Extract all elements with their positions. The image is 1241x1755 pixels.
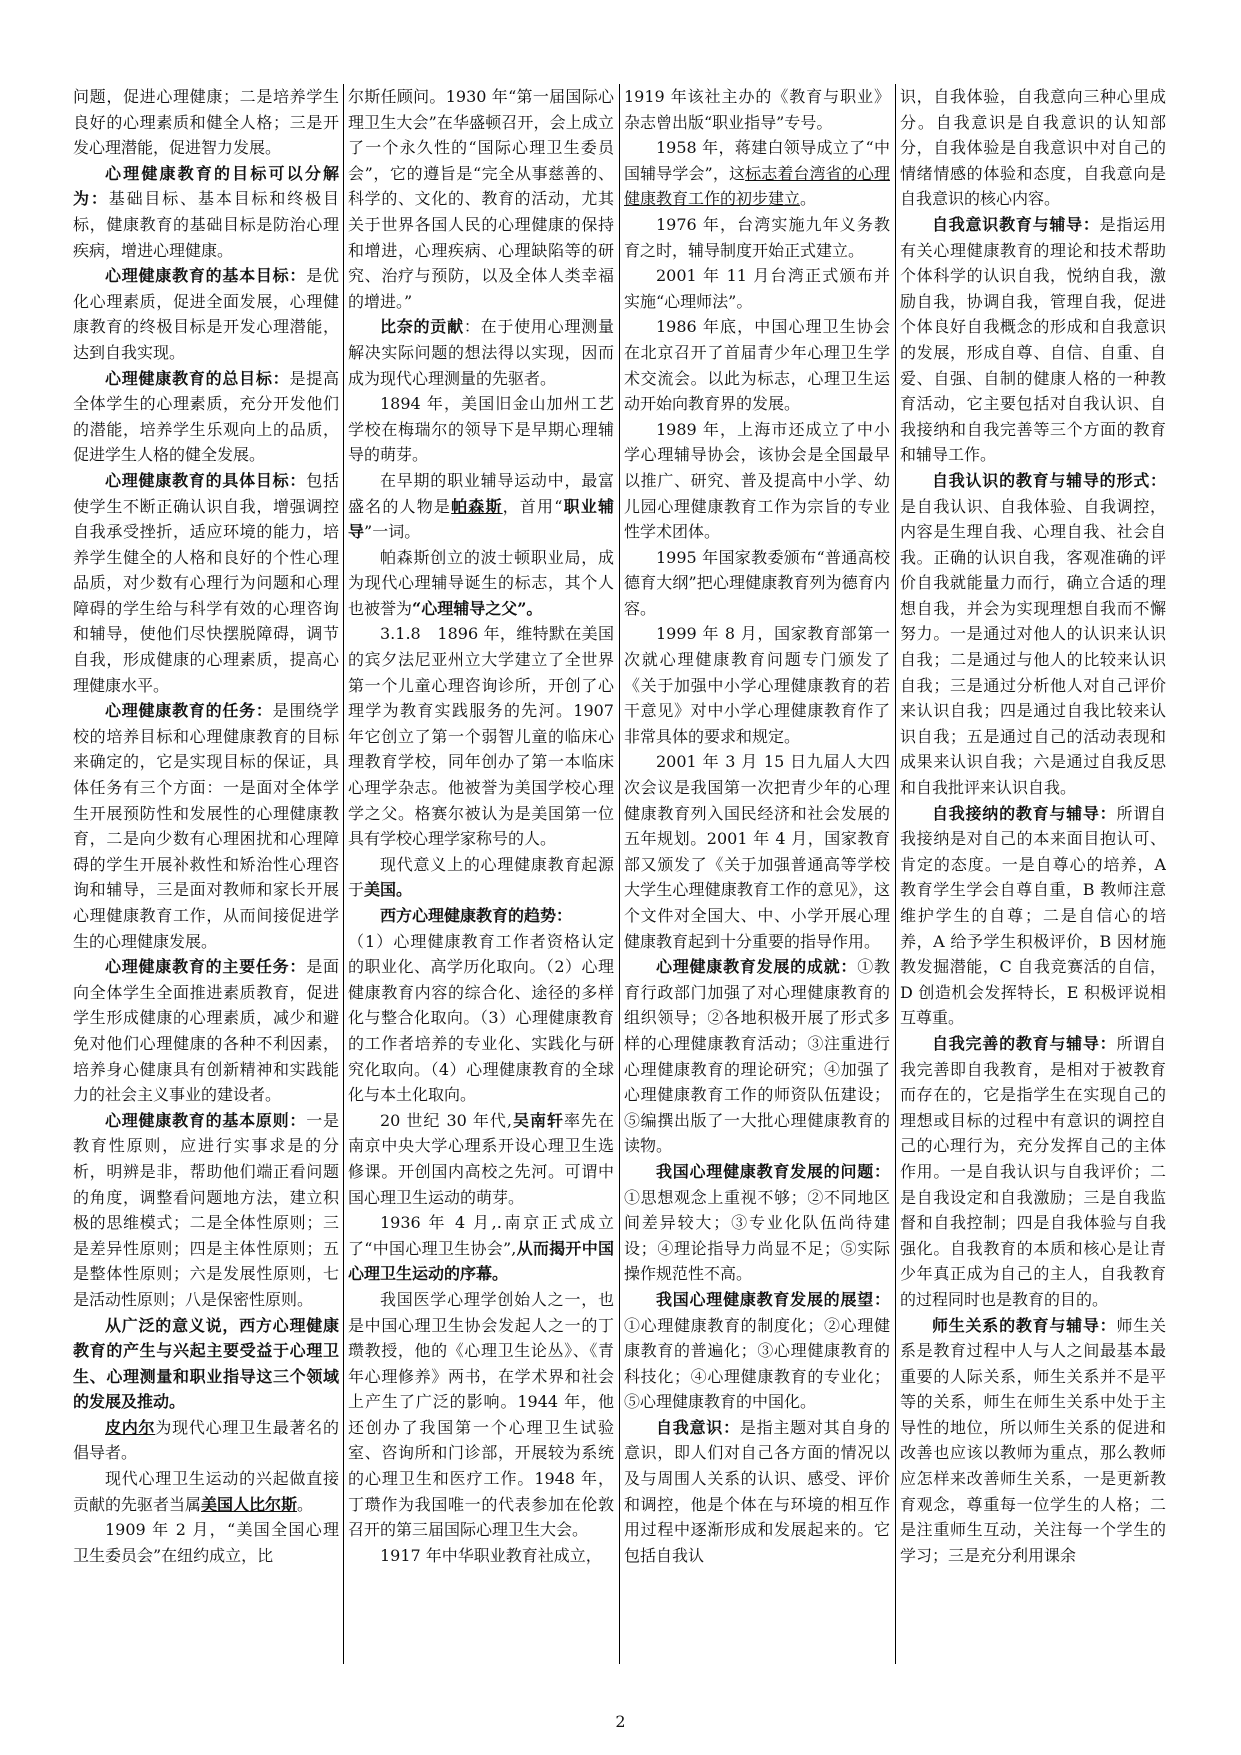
person-name: 皮内尔 [105,1417,156,1437]
paragraph: 心理健康教育的目标可以分解为：基础目标、基本目标和终极目标，健康教育的基础目标是防治心理疾病，增进心理健康。 [73,163,339,260]
paragraph: 现代心理卫生运动的兴起做直接贡献的先驱者当属美国人比尔斯。 [73,1469,339,1514]
term: 西方心理健康教育的趋势： [380,906,573,925]
paragraph: 2001 年 11 月台湾正式颁布并实施“心理师法”。 [624,266,890,311]
paragraph: 1909 年 2 月，“美国全国心理卫生委员会”在纽约成立，比 [73,1520,339,1565]
paragraph: 皮内尔为现代心理卫生最著名的倡导者。 [73,1417,339,1463]
paragraph: 我国心理健康教育发展的问题：①思想观念上重视不够；②不同地区间差异较大；③专业化队伍尚待建设；④理论指导力尚显不足；⑤实际操作规范性不高。 [624,1161,890,1284]
person-name: 帕森斯 [451,496,503,516]
bold-statement: 从广泛的意义说，西方心理健康教育的产生与兴起主要受益于心理卫生、心理测量和职业指导这三个领域的发展及推动。 [73,1315,339,1412]
text-column-1 [73,84,339,1664]
paragraph: 帕森斯创立的波士顿职业局，成为现代心理辅导诞生的标志，其个人也被誉为“心理辅导之父”。 [348,547,614,618]
paragraph: 心理健康教育发展的成就：①教育行政部门加强了对心理健康教育的组织领导；②各地积极开展了形式多样的心理健康教育活动；③注重进行心理健康教育的理论研究；④加强了心理健康教育工作的师资队伍建设；⑤编撰出版了一大批心理健康教育的读物。 [624,957,890,1156]
text-column-3 [624,84,890,1664]
paragraph: 1958 年，蒋建白领导成立了“中国辅导学会”，这标志着台湾省的心理健康教育工作的初步建立。 [624,138,890,209]
paragraph: 1995 年国家教委颁布“普通高校德育大纲”把心理健康教育列为德育内容。 [624,547,890,618]
paragraph: 尔斯任顾问。1930 年“第一届国际心理卫生大会”在华盛顿召开，会上成立了一个永久性的“国际心理卫生委员会”，它的遵旨是“完全从事慈善的、科学的、文化的、教育的活动，尤其关于世界各国人民的心理健康的保持和增进，心理疾病、心理缺陷等的研究、治疗与预防，以及全体人类幸福的增进。” [348,87,614,311]
term: 自我意识教育与辅导： [932,214,1100,234]
paragraph: 1976 年，台湾实施九年义务教育之时，辅导制度开始正式建立。 [624,214,890,260]
paragraph [348,903,614,929]
term: 职业辅导 [348,496,614,542]
paragraph: 自我接纳的教育与辅导：所谓自我接纳是对自己的本来面目抱认可、肯定的态度。一是自尊心的培养，A 教育学生学会自尊自重，B 教师注意维护学生的自尊；二是自信心的培养，A 给予学生积极评价，B 因材施教发掘潜能，C 自我竞赛活的自信，D 创造机会发挥特长，E 积极评说相互尊重。 [900,803,1166,1028]
paragraph: 心理健康教育的基本目标：是优化心理素质，促进全面发展，心理健康教育的终极目标是开发心理潜能，达到自我实现。 [73,266,339,362]
bold-statement: 从而揭开中国心理卫生运动的序幕。 [348,1238,614,1284]
paragraph: 心理健康教育的任务：是围绕学校的培养目标和心理健康教育的目标来确定的，它是实现目标的保证，具体任务有三个方面：一是面对全体学生开展预防性和发展性的心理健康教育，二是向少数有心理困扰和心理障碍的学生开展补救性和矫治性心理咨询和辅导，三是面对教师和家长开展心理健康教育工作，从而间接促进学生的心理健康发展。 [73,701,339,951]
term: 自我完善的教育与辅导： [932,1033,1117,1053]
paragraph: 1999 年 8 月，国家教育部第一次就心理健康教育问题专门颁发了《关于加强中小学心理健康教育的若干意见》对中小学心理健康教育作了非常具体的要求和规定。 [624,624,890,746]
paragraph: 在早期的职业辅导运动中，最富盛名的人物是帕森斯，首用“职业辅导”一词。 [348,470,614,542]
term: 我国心理健康教育发展的问题： [656,1161,890,1181]
term: 心理健康教育的任务： [105,701,273,721]
paragraph: 我国医学心理学创始人之一，也是中国心理卫生协会发起人之一的丁瓒教授，他的《心理卫生论丛》、《青年心理修养》两书，在学术界和社会上产生了广泛的影响。1944 年，他还创办了我国第一个心理卫生试验室、咨询所和门诊部，开展较为系统的心理卫生和医疗工作。1948 年，丁瓒作为我国唯一的代表参加在伦敦召开的第三届国际心理卫生大会。 [348,1289,614,1540]
paragraph: 20 世纪 30 年代,吴南轩率先在南京中央大学心理系开设心理卫生选修课。开创国内高校之先河。可谓中国心理卫生运动的萌芽。 [348,1110,614,1207]
paragraph: 1936 年 4 月,.南京正式成立了“中国心理卫生协会”,从而揭开中国心理卫生运动的序幕。 [348,1213,614,1284]
paragraph: 师生关系的教育与辅导：师生关系是教育过程中人与人之间最基本最重要的人际关系，师生关系并不是平等的关系，师生在师生关系中处于主导性的地位，所以师生关系的促进和改善也应该以教师为重点，那么教师应怎样来改善师生关系，一是更新教育观念，尊重每一位学生的人格；二是注重师生互动，关注每一个学生的学习；三是充分利用课余 [900,1315,1166,1565]
term: 自我意识： [656,1417,740,1437]
term: 我国心理健康教育发展的展望： [656,1289,890,1309]
paragraph: （1）心理健康教育工作者资格认定的职业化、高学历化取向。（2）心理健康教育内容的综合化、途径的多样化与整合化取向。（3）心理健康教育的工作者培养的专业化、实践化与研究化取向。（4）心理健康教育的全球化与本土化取向。 [348,931,614,1105]
term: “心理辅导之父”。 [412,598,543,618]
person-name: 美国人比尔斯 [201,1494,298,1514]
paragraph: 比奈的贡献：在于使用心理测量解决实际问题的想法得以实现，因而成为现代心理测量的先驱者。 [348,317,614,388]
paragraph: 自我完善的教育与辅导：所谓自我完善即自我教育，是相对于被教育而存在的，它是指学生在实现自己的理想或目标的过程中有意识的调控自己的心理行为，充分发挥自己的主体作用。一是自我认识与自我评价；二是自我设定和自我激励；三是自我监督和自我控制；四是自我体验与自我强化。自我教育的本质和核心是让青少年真正成为自己的主人，自我教育的过程同时也是教育的目的。 [900,1033,1166,1309]
column-divider-1 [343,84,344,1664]
text-column-2 [348,84,614,1664]
paragraph [73,1313,339,1415]
paragraph: 识，自我体验，自我意向三种心里成分。自我意识是自我意识的认知部分，自我体验是自我意识中对自己的情绪情感的体验和态度，自我意向是自我意识的核心内容。 [900,87,1166,209]
paragraph: 心理健康教育的总目标：是提高全体学生的心理素质，充分开发他们的潜能，培养学生乐观向上的品质，促进学生人格的健全发展。 [73,368,339,465]
term: 心理健康教育的主要任务： [105,957,307,977]
paragraph: 1894 年，美国旧金山加州工艺学校在梅瑞尔的领导下是早期心理辅导的萌芽。 [348,394,614,465]
page-number: 2 [615,1712,626,1731]
paragraph: 问题，促进心理健康；二是培养学生良好的心理素质和健全人格；三是开发心理潜能，促进智力发展。 [73,87,339,158]
paragraph: 1989 年，上海市还成立了中小学心理辅导协会，该协会是全国最早以推广、研究、普及提高中小学、幼儿园心理健康教育工作为宗旨的专业性学术团体。 [624,419,890,542]
paragraph: 我国心理健康教育发展的展望：①心理健康教育的制度化；②心理健康教育的普遍化；③心理健康教育的科技化；④心理健康教育的专业化；⑤心理健康教育的中国化。 [624,1289,890,1412]
paragraph: 心理健康教育的具体目标：包括使学生不断正确认识自我，增强调控自我承受挫折，适应环境的能力，培养学生健全的人格和良好的个性心理品质，对少数有心理行为问题和心理障碍的学生给与科学有效的心理咨询和辅导，使他们尽快摆脱障碍，调节自我，形成健康的心理素质，提高心理健康水平。 [73,470,339,695]
paragraph: 自我认识的教育与辅导的形式：是自我认识、自我体验、自我调控，内容是生理自我、心理自我、社会自我。正确的认识自我，客观准确的评价自我就能量力而行，确立合适的理想自我，并会为实现理想自我而不懈努力。一是通过对他人的认识来认识自我；二是通过与他人的比较来认识自我；三是通过分析他人对自己评价来认识自我；四是通过自我比较来认识自我；五是通过自己的活动表现和成果来认识自我；六是通过自我反思和自我批评来认识自我。 [900,470,1166,798]
term: 心理健康教育发展的成就： [656,957,858,977]
person-name: 吴南轩 [512,1110,564,1130]
term: 师生关系的教育与辅导： [932,1315,1117,1335]
term: 心理健康教育的总目标： [105,368,290,388]
column-divider-2 [619,84,620,1664]
term: 比奈的贡献 [380,317,464,337]
text-column-4 [900,84,1166,1664]
paragraph: 1917 年中华职业教育社成立， [380,1545,602,1565]
paragraph: 1919 年该社主办的《教育与职业》杂志曾出版“职业指导”专号。 [624,87,890,132]
underlined-phrase: 标志着台湾省的心理健康教育工作的初步建立 [624,163,890,209]
paragraph: 现代意义上的心理健康教育起源于美国。 [348,854,614,900]
term: 心理健康教育的目标可以分解为： [73,163,339,209]
term: 自我认识的教育与辅导的形式： [932,470,1166,490]
paragraph: 1986 年底，中国心理卫生协会在北京召开了首届青少年心理卫生学术交流会。以此为标志，心理卫生运动开始向教育界的发展。 [624,317,890,414]
paragraph: 自我意识：是指主题对其自身的意识，即人们对自己各方面的情况以及与周围人关系的认识、感受、评价和调控，他是个体在与环境的相互作用过程中逐渐形成和发展起来的。它包括自我认 [624,1417,890,1565]
term: 自我接纳的教育与辅导： [932,803,1117,823]
term: 心理健康教育的具体目标： [105,470,307,490]
term: 心理健康教育的基本目标： [105,266,307,286]
column-divider-3 [895,84,896,1664]
paragraph: 心理健康教育的基本原则：一是教育性原则，应进行实事求是的分析，明辨是非，帮助他们端正看问题的角度，调整看问题地方法，建立积极的思维模式；二是全体性原则；三是差异性原则；四是主体性原则；五是整体性原则；六是发展性原则，七是活动性原则；八是保密性原则。 [73,1110,339,1309]
term: 美国。 [364,880,413,900]
term: 心理健康教育的基本原则： [105,1110,307,1130]
paragraph: 2001 年 3 月 15 日九届人大四次会议是我国第一次把青少年的心理健康教育列入国民经济和社会发展的五年规划。2001 年 4 月，国家教育部又颁发了《关于加强普通高等学校大学生心理健康教育工作的意见》，这个文件对全国大、中、小学开展心理健康教育起到十分重要的指导作用。 [624,752,890,951]
paragraph: 自我意识教育与辅导：是指运用有关心理健康教育的理论和技术帮助个体科学的认识自我，悦纳自我，激励自我，协调自我，管理自我，促进个体良好自我概念的形成和自我意识的发展，形成自尊、自信、自重、自爱、自强、自制的健康人格的一种教育活动，它主要包括对自我认识、自我接纳和自我完善等三个方面的教育和辅导工作。 [900,214,1166,465]
paragraph: 心理健康教育的主要任务：是面向全体学生全面推进素质教育，促进学生形成健康的心理素质，减少和避免对他们心理健康的各种不利因素，培养身心健康具有创新精神和实践能力的社会主义事业的建设者。 [73,957,339,1105]
paragraph: 3.1.8 1896 年，维特默在美国的宾夕法尼亚州立大学建立了全世界第一个儿童心理咨询诊所，开创了心理学为教育实践服务的先河。1907 年它创立了第一个弱智儿童的临床心理教育学校，同年创办了第一本临床心理学杂志。他被誉为美国学校心理学之父。格赛尔被认为是美国第一位具有学校心理学家称号的人。 [348,624,614,849]
